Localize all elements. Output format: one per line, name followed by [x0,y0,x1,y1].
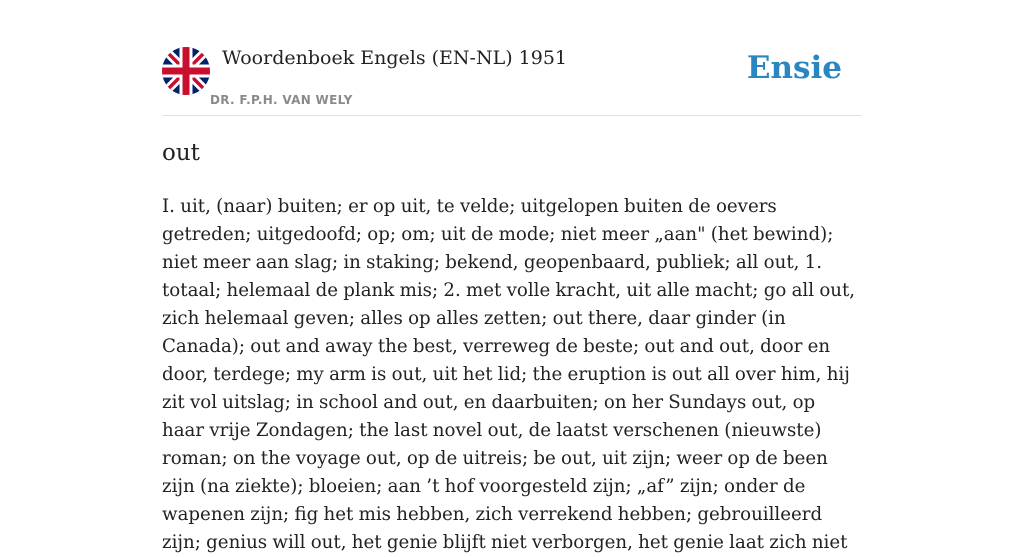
uk-flag-icon [162,47,210,95]
ensie-logo[interactable]: Ensie [746,50,842,86]
dictionary-author: DR. F.P.H. VAN WELY [210,93,353,107]
entry-headword: out [162,140,200,166]
dictionary-header [162,46,862,116]
dictionary-title[interactable]: Woordenboek Engels (EN-NL) 1951 [222,47,567,69]
entry-definition: I. uit, (naar) buiten; er op uit, te velde; uitgelopen buiten de oevers getreden; uitgedoofd; op; om; uit de mode; niet meer „aan" (het bewind); niet meer aan slag; in staking; bekend, geopenbaard, publiek; all out, 1. totaal; helemaal de plank mis; 2. met volle kracht, uit alle macht; go all out, zich helemaal geven; alles op alles zetten; out there, daar ginder (in Canada); out and away the best, verreweg de beste; out and out, door en door, terdege; my arm is out, uit het lid; the eruption is out all over him, hij zit vol uitslag; in school and out, en daarbuiten; on her Sundays out, op haar vrije Zondagen; the last novel out, de laatst verschenen (nieuwste) roman; on the voyage out, op de uitreis; be out, uit zijn; weer op de been zijn (na ziekte); bloeien; aan ’t hof voorgesteld zijn; „af” zijn; onder de wapenen zijn; fig het mis hebben, zich verrekend hebben; gebrouilleerd zijn; genius will out, het genie blijft niet verborgen, het genie laat zich niet [162,196,856,553]
